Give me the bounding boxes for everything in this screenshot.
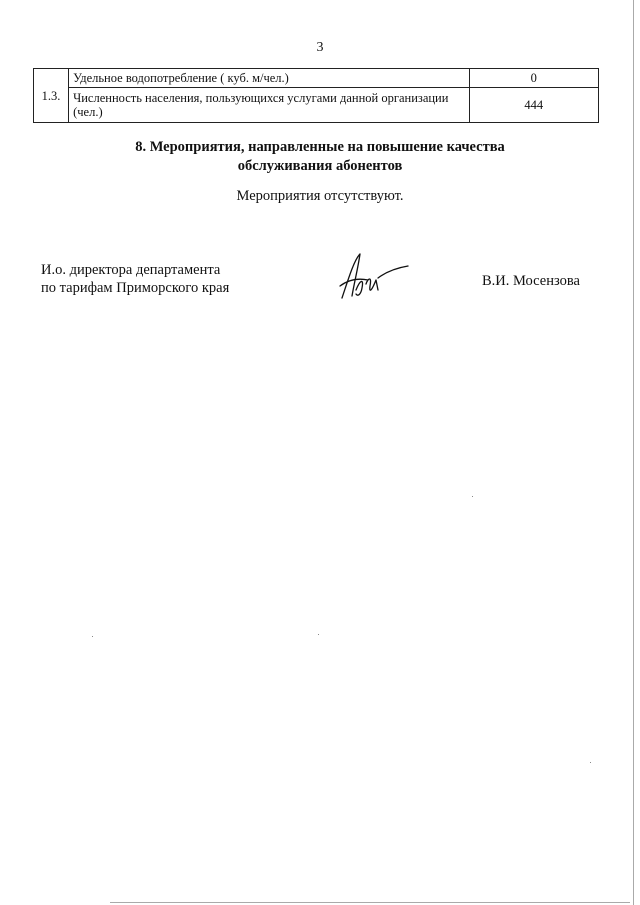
table-row	[34, 69, 599, 88]
indicator-value-cell: 0	[469, 69, 598, 88]
signer-name: В.И. Мосензова	[482, 273, 580, 289]
indicators-table	[33, 68, 599, 123]
section-title	[0, 138, 640, 176]
scan-edge-line	[110, 902, 630, 903]
table-row	[34, 88, 599, 123]
row-number-cell: 1.3.	[34, 69, 69, 123]
signer-position-line: И.о. директора департамента	[41, 262, 221, 278]
indicator-label-cell: Удельное водопотребление ( куб. м/чел.)	[69, 69, 469, 88]
signer-position-line: по тарифам Приморского края	[41, 280, 230, 296]
handwritten-signature	[334, 250, 414, 305]
indicator-value-cell: 444	[469, 88, 598, 123]
page-number: 3	[316, 40, 324, 55]
scan-edge-line	[633, 0, 634, 905]
scan-speck	[590, 762, 591, 763]
section-body-text: Мероприятия отсутствуют.	[236, 188, 404, 204]
indicator-label-cell: Численность населения, пользующихся услугами данной организации (чел.)	[69, 88, 469, 123]
section-title-line: 8. Мероприятия, направленные на повышение качества	[135, 139, 505, 155]
signer-position	[41, 261, 229, 297]
scan-speck	[472, 496, 473, 497]
section-title-line: обслуживания абонентов	[237, 158, 403, 174]
scan-speck	[92, 636, 93, 637]
scan-speck	[318, 634, 319, 635]
